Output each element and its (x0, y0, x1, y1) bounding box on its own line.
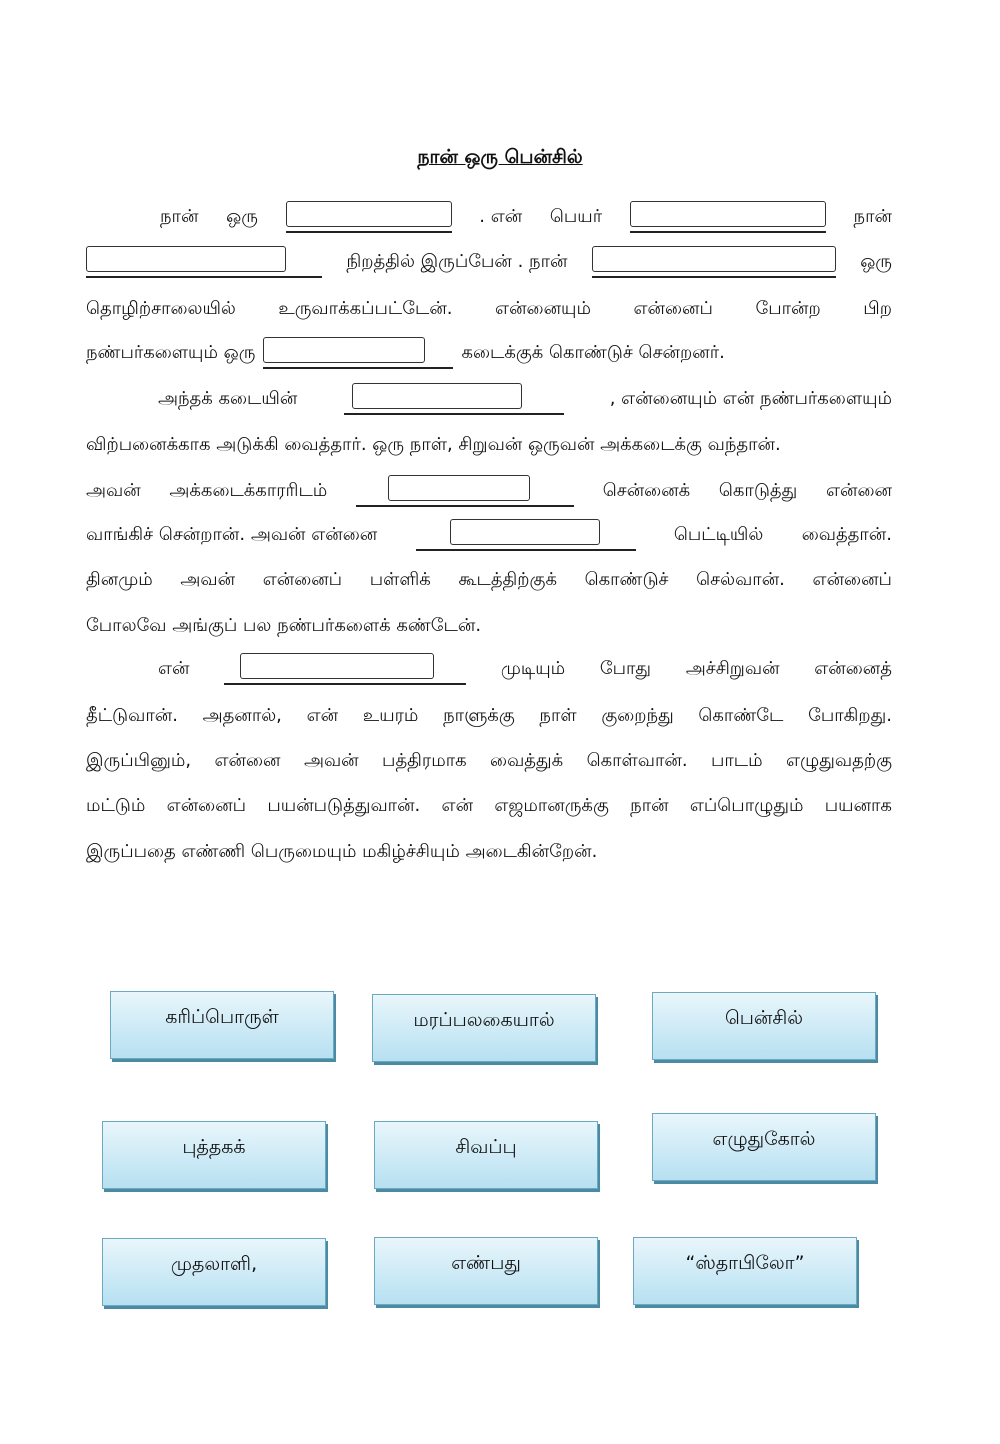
word: என்னைப் (262, 568, 343, 590)
text-line-12 (86, 699, 892, 733)
text: இருப்பதை எண்ணி பெருமையும் மகிழ்ச்சியும் அடைகின்றேன். (86, 840, 598, 862)
word: முடியும் (500, 657, 566, 679)
blank-3[interactable] (86, 246, 322, 278)
option-tile-4[interactable]: புத்தகக் (102, 1121, 326, 1189)
word: வைத்துக் (490, 749, 564, 771)
word: தினமும் (86, 568, 153, 590)
word: என்னை (825, 479, 892, 501)
word: அந்தக் கடையின் (158, 387, 298, 409)
text-line-2 (86, 245, 892, 279)
blank-8[interactable] (416, 519, 636, 551)
word: உருவாக்கப்பட்டேன். (278, 297, 453, 319)
text-line-8 (86, 518, 892, 552)
word: நண்பர்களையும் ஒரு (86, 341, 256, 363)
word: சென்னைக் (602, 479, 691, 501)
text-line-13 (86, 744, 892, 778)
text-line-9 (86, 563, 892, 597)
blank-5[interactable] (263, 337, 453, 369)
word: பாடம் (710, 749, 763, 771)
word: இருப்பினும், (86, 749, 192, 771)
option-tile-2[interactable]: மரப்பலகையால் (372, 994, 596, 1062)
word: என்னைப் (633, 297, 713, 319)
word: போகிறது. (808, 704, 892, 726)
text: போலவே அங்குப் பல நண்பர்களைக் கண்டேன். (86, 614, 482, 636)
word: குறைந்து (601, 704, 674, 726)
word: அச்சிறுவன் (685, 657, 780, 679)
text-line-4 (86, 336, 892, 370)
option-tile-7[interactable]: முதலாளி, (102, 1238, 326, 1306)
blank-2[interactable] (630, 201, 826, 233)
text-line-6 (86, 428, 892, 462)
word: நாளுக்கு (443, 704, 515, 726)
word: கொள்வான். (586, 749, 688, 771)
word: கடைக்குக் கொண்டுச் சென்றனர். (461, 341, 725, 363)
word: எழுதுவதற்கு (786, 749, 892, 771)
text: விற்பனைக்காக அடுக்கி வைத்தார். ஒரு நாள், சிறுவன் ஒருவன் அக்கடைக்கு வந்தான். (86, 433, 781, 455)
word: அவன் (86, 479, 141, 501)
word: . என் (479, 205, 523, 227)
text-line-5 (86, 382, 892, 416)
word: பெயர் (549, 205, 603, 227)
text-line-11 (86, 652, 892, 686)
word: பிற (863, 297, 892, 319)
option-tile-3[interactable]: பென்சில் (652, 992, 876, 1060)
word: என்னைப் (812, 568, 892, 590)
word: பத்திரமாக (382, 749, 467, 771)
word: என் (306, 704, 339, 726)
text-line-15 (86, 835, 892, 869)
word: என்னைப் (166, 794, 247, 816)
word: போது (599, 657, 652, 679)
blank-1[interactable] (286, 201, 452, 233)
word: பெட்டியில் (673, 523, 764, 545)
blank-9[interactable] (224, 653, 466, 685)
word: ஒரு (860, 250, 892, 272)
word: கொண்டே (698, 704, 784, 726)
word: அக்கடைக்காரரிடம் (169, 479, 328, 501)
word: நாள் (539, 704, 577, 726)
blank-7[interactable] (356, 475, 574, 507)
word: அவன் (303, 749, 359, 771)
word: , என்னையும் என் நண்பர்களையும் (609, 387, 892, 409)
text-line-7 (86, 474, 892, 508)
word: கூடத்திற்குக் (458, 568, 557, 590)
blank-6[interactable] (344, 383, 564, 415)
text-line-10 (86, 609, 892, 643)
word: என் (441, 794, 474, 816)
option-tile-9[interactable]: “ஸ்தாபிலோ” (633, 1237, 857, 1305)
word: வைத்தான். (801, 523, 892, 545)
option-tile-8[interactable]: எண்பது (374, 1237, 598, 1305)
word: என் (158, 657, 190, 679)
option-tile-6[interactable]: எழுதுகோல் (652, 1113, 876, 1181)
word: செல்வான். (696, 568, 785, 590)
word: நான் (630, 794, 669, 816)
text-line-1 (86, 200, 892, 234)
page-title: நான் ஒரு பென்சில் (417, 146, 583, 168)
word: ஒரு (226, 205, 258, 227)
word: போன்ற (755, 297, 821, 319)
word: நிறத்தில் இருப்பேன் . நான் (346, 250, 568, 272)
word: மட்டும் (86, 794, 146, 816)
word: பயன்படுத்துவான். (267, 794, 421, 816)
option-tile-1[interactable]: கரிப்பொருள் (110, 991, 334, 1059)
word: அதனால், (202, 704, 282, 726)
word: கொடுத்து (718, 479, 798, 501)
word: நான் (160, 205, 199, 227)
text-line-14 (86, 789, 892, 823)
word: என்னையும் (495, 297, 591, 319)
word: கொண்டுச் (584, 568, 669, 590)
word: என்னைத் (814, 657, 892, 679)
word: வாங்கிச் சென்றான். அவன் என்னை (86, 523, 378, 545)
option-tile-5[interactable]: சிவப்பு (374, 1121, 598, 1189)
word: என்னை (214, 749, 281, 771)
word: உயரம் (362, 704, 419, 726)
word: அவன் (180, 568, 236, 590)
word: நான் (853, 205, 892, 227)
word: பயனாக (824, 794, 892, 816)
word: பள்ளிக் (369, 568, 431, 590)
word: எஜமானருக்கு (494, 794, 609, 816)
word: தொழிற்சாலையில் (86, 297, 236, 319)
blank-4[interactable] (592, 246, 836, 278)
word: எப்பொழுதும் (689, 794, 804, 816)
word: தீட்டுவான். (86, 704, 178, 726)
text-line-3 (86, 292, 892, 326)
